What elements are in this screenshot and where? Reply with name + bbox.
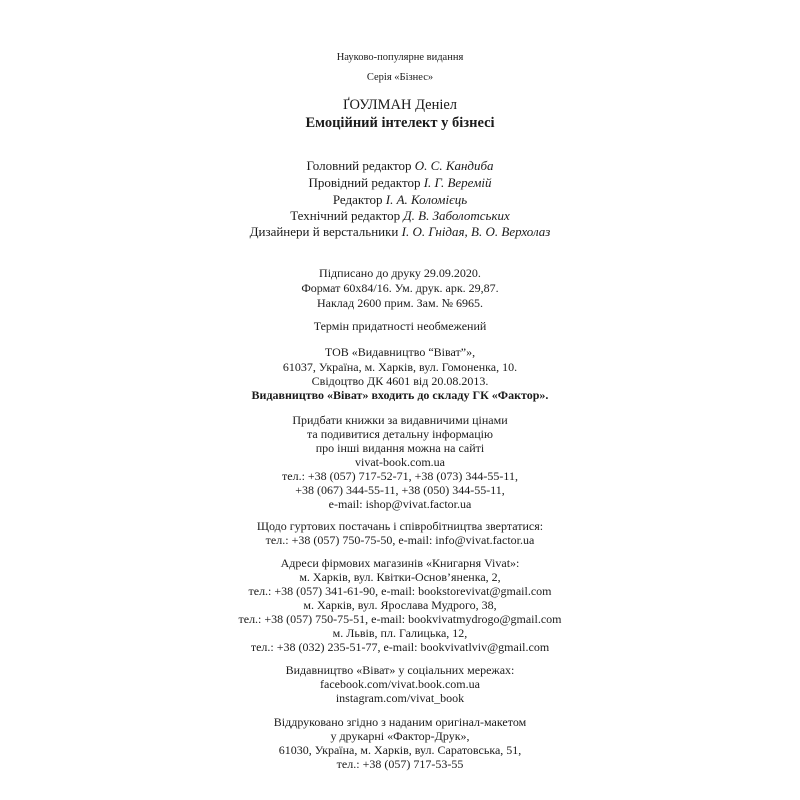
wholesale-heading: Щодо гуртових постачань і співробітництва звертатися:	[256, 519, 544, 533]
credit-role: Редактор	[332, 192, 383, 207]
social-heading: Видавництво «Віват» у соціальних мережах:	[285, 663, 515, 677]
printing-line: 61030, Україна, м. Харків, вул. Саратовська, 51,	[278, 743, 522, 757]
buy-info-line: Придбати книжки за видавничими цінами	[292, 413, 508, 427]
credit-line	[0, 192, 800, 207]
credit-role: Головний редактор	[306, 158, 412, 173]
facebook-link[interactable]: facebook.com/vivat.book.com.ua	[320, 677, 480, 691]
credit-role: Технічний редактор	[290, 208, 401, 223]
book-title: Емоційний інтелект у бізнесі	[305, 115, 495, 131]
publisher-certificate: Свідоцтво ДК 4601 від 20.08.2013.	[311, 374, 489, 388]
store-contacts: тел.: +38 (057) 750-75-51, e-mail: bookvivatmydrogo@gmail.com	[238, 612, 562, 626]
author-name: ҐОУЛМАН Деніел	[342, 97, 458, 113]
buy-info-phones: +38 (067) 344-55-11, +38 (050) 344-55-11,	[295, 483, 505, 497]
shop-email: e-mail: ishop@vivat.factor.ua	[328, 497, 472, 511]
credit-person: О. С. Кандиба	[414, 158, 494, 173]
edition-type: Науково-популярне видання	[336, 52, 464, 63]
printing-line: тел.: +38 (057) 717-53-55	[336, 757, 464, 771]
credit-person: І. А. Коломієць	[385, 192, 468, 207]
credit-person: Д. В. Заболотських	[403, 208, 510, 223]
credit-line	[0, 208, 800, 223]
store-address: м. Харків, вул. Ярослава Мудрого, 38,	[303, 598, 497, 612]
stores-heading: Адреси фірмових магазинів «Книгарня Vivat»:	[280, 556, 520, 570]
buy-info-phones: тел.: +38 (057) 717-52-71, +38 (073) 344-55-11,	[282, 469, 518, 483]
store-contacts: тел.: +38 (032) 235-51-77, e-mail: bookvivatlviv@gmail.com	[250, 640, 550, 654]
credit-role: Дизайнери й верстальники	[249, 224, 399, 239]
buy-info-line: та подивитися детальну інформацію	[307, 427, 493, 441]
credit-line	[0, 224, 800, 239]
website-link[interactable]: vivat-book.com.ua	[355, 455, 445, 469]
store-address: м. Харків, вул. Квітки-Основ’яненка, 2,	[299, 570, 501, 584]
credit-role: Провідний редактор	[308, 175, 421, 190]
print-info-line: Наклад 2600 прим. Зам. № 6965.	[316, 296, 484, 310]
wholesale-contacts: тел.: +38 (057) 750-75-50, e-mail: info@vivat.factor.ua	[265, 533, 535, 547]
shelf-life: Термін придатності необмежений	[313, 319, 487, 333]
print-info-line: Підписано до друку 29.09.2020.	[319, 266, 481, 280]
credit-line	[0, 158, 800, 173]
series-label: Серія «Бізнес»	[366, 72, 434, 83]
printing-line: Віддруковано згідно з наданим оригінал-макетом	[273, 715, 527, 729]
credit-line	[0, 175, 800, 190]
print-info-line: Формат 60х84/16. Ум. друк. арк. 29,87.	[301, 281, 499, 295]
store-address: м. Львів, пл. Галицька, 12,	[332, 626, 468, 640]
publisher-group-note: Видавництво «Віват» входить до складу ГК «Фактор».	[251, 388, 549, 402]
publisher-name: ТОВ «Видавництво “Віват”»,	[324, 345, 476, 359]
credit-person: І. О. Гнідая, В. О. Верхолаз	[401, 224, 551, 239]
credit-person: І. Г. Веремій	[423, 175, 492, 190]
printing-line: у друкарні «Фактор-Друк»,	[330, 729, 470, 743]
store-contacts: тел.: +38 (057) 341-61-90, e-mail: bookstorevivat@gmail.com	[248, 584, 552, 598]
buy-info-line: про інші видання можна на сайті	[315, 441, 485, 455]
publisher-address: 61037, Україна, м. Харків, вул. Гомоненка, 10.	[282, 360, 518, 374]
instagram-link[interactable]: instagram.com/vivat_book	[335, 691, 465, 705]
